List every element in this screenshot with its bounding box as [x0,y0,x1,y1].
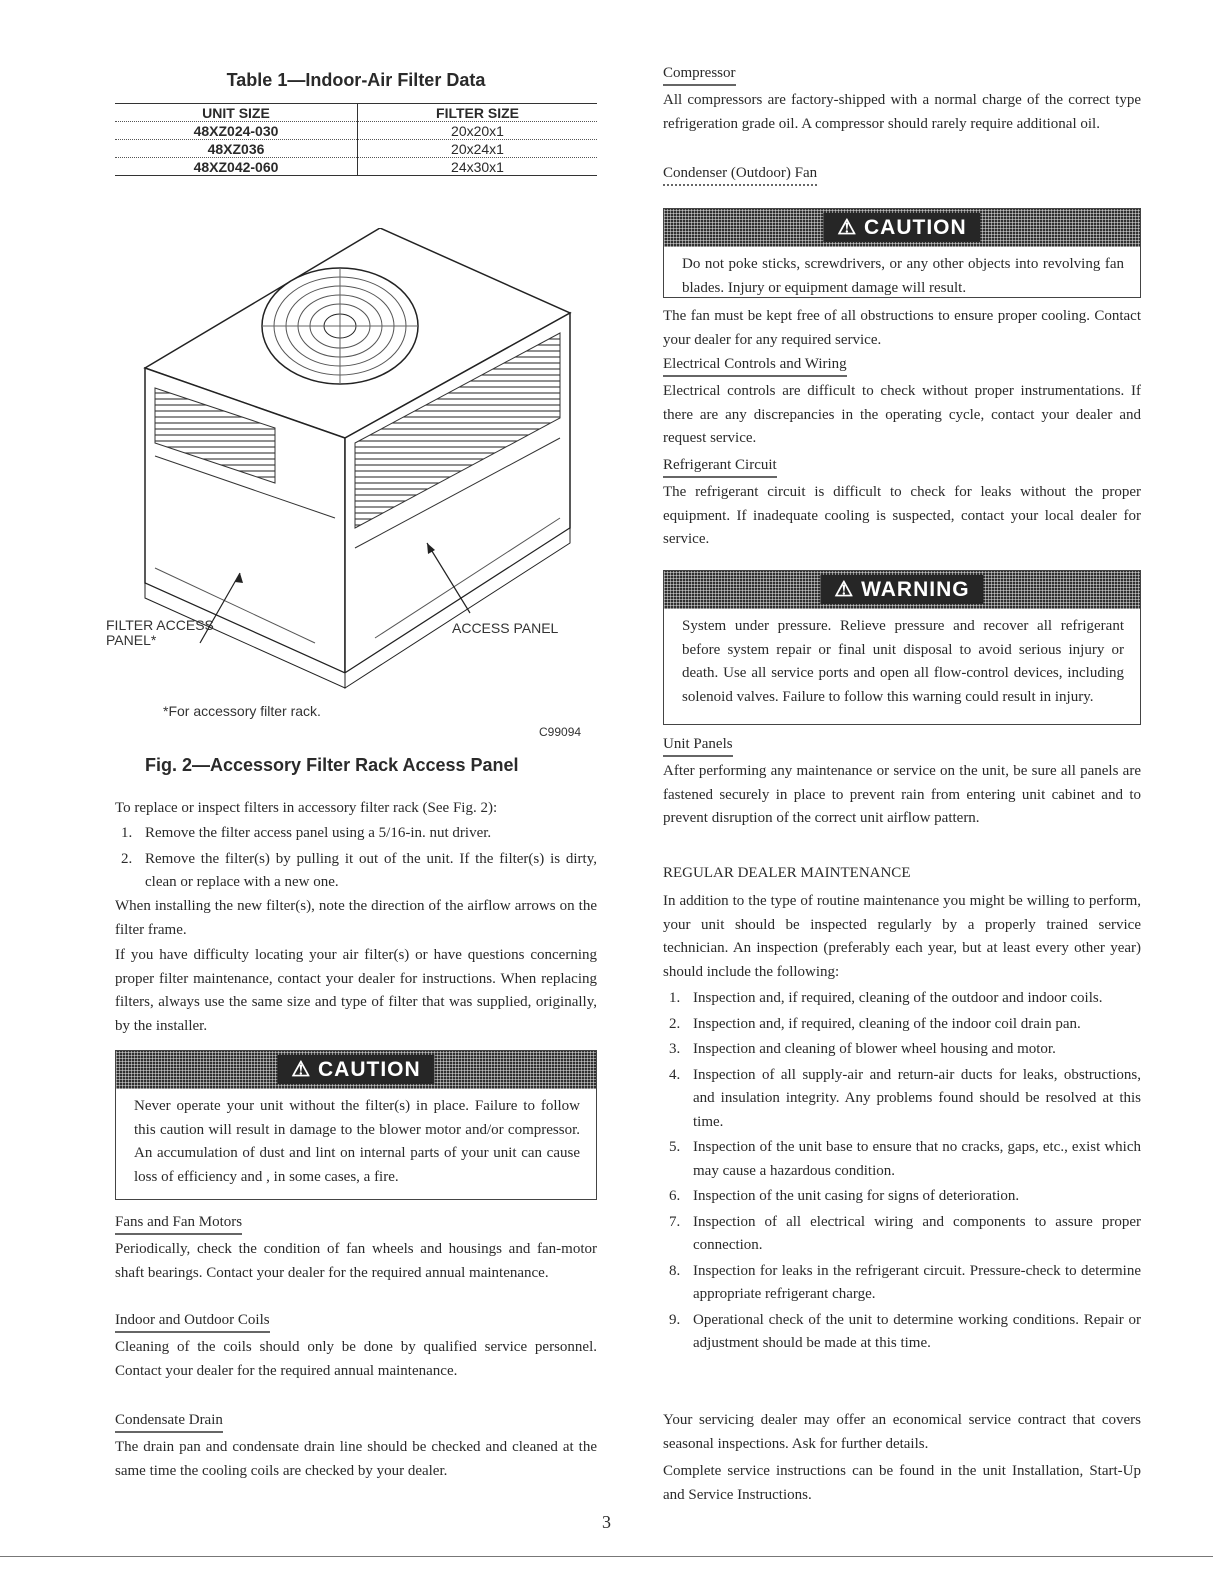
difficulty-paragraph: If you have difficulty locating your air filter(s) or have questions concerning proper filter maintenance, contact your dealer for instructions. When replacing filters, always use the same size and type of filter that was supplied, originally, by the installer. [115,947,597,1034]
step-text: Inspection and, if required, cleaning of the indoor coil drain pan. [693,1015,1081,1032]
rooftop-unit-drawing [115,228,597,728]
heading-fans: Fans and Fan Motors [115,1212,242,1235]
column-header-unit-size: UNIT SIZE [115,104,358,122]
step-number: 1. [121,825,133,841]
step-number: 5. [669,1139,681,1155]
list-item [663,1309,1141,1356]
page-number: 3 [602,1512,611,1532]
step-text: Inspection and, if required, cleaning of the outdoor and indoor coils. [693,990,1103,1006]
step-number: 9. [669,1311,681,1328]
filter-access-panel-label [106,618,246,648]
step-text: Inspection of the unit base to ensure that no cracks, gaps, etc., exist which may cause a hazardous condition. [693,1139,1141,1179]
heading-electrical: Electrical Controls and Wiring [663,354,847,377]
warning-box [663,570,1141,725]
footer-divider [0,1556,1213,1557]
step-number: 2. [121,850,133,867]
step-text: Inspection of all supply-air and return-air ducts for leaks, obstructions, and insulation integrity. Any problems found should be resolved at this time. [693,1066,1141,1130]
step-text: Remove the filter access panel using a 5/16-in. nut driver. [145,825,492,841]
list-item [663,1260,1141,1307]
filter-data-table [115,103,597,176]
warning-title: ⚠ WARNING [820,575,983,604]
table-cell: 48XZ042-060 [115,158,358,176]
step-number: 3. [669,1041,681,1057]
table-row [115,158,597,176]
step-text: Inspection of all electrical wiring and components to assure proper connection. [693,1213,1141,1253]
list-item [115,848,597,895]
figure-caption: Fig. 2—Accessory Filter Rack Access Panel [145,755,519,775]
heading-regular-maintenance: REGULAR DEALER MAINTENANCE [663,865,911,881]
contract-paragraph: Your servicing dealer may offer an economical service contract that covers seasonal inspections. Ask for further details. [663,1412,1141,1452]
step-number: 4. [669,1066,681,1083]
warning-banner [664,571,1140,609]
drain-paragraph: The drain pan and condensate drain line should be checked and cleaned at the same time the cooling coils are checked by your dealer. [115,1439,597,1479]
table-cell: 20x24x1 [358,140,598,158]
heading-drain: Condensate Drain [115,1410,223,1433]
table-header-row [115,104,597,122]
filter-access-label-line2: PANEL* [106,632,157,648]
figure-footnote: *For accessory filter rack. [163,703,321,719]
left-column [106,0,597,1575]
heading-unit-panels: Unit Panels [663,734,733,757]
step-text: Remove the filter(s) by pulling it out of the unit. If the filter(s) is dirty, clean or replace with a new one. [145,850,597,890]
right-column [663,0,1141,1575]
caution-banner [116,1051,596,1089]
regular-paragraph: In addition to the type of routine maintenance you might be willing to perform, your unit should be inspected regularly by a properly trained service technician. An inspection (preferably each year, but at least every other year) should include the following: [663,893,1141,980]
table-cell: 48XZ024-030 [115,122,358,140]
caution-box-filter [115,1050,597,1200]
table-row [115,122,597,140]
panels-paragraph: After performing any maintenance or service on the unit, be sure all panels are fastened securely in place to prevent rain from entering unit cabinet and to prevent disruption of the correct unit airflow pattern. [663,763,1141,826]
table-cell: 24x30x1 [358,158,598,176]
fan-paragraph: The fan must be kept free of all obstructions to ensure proper cooling. Contact your dealer for any required service. [663,308,1141,348]
heading-refrigerant: Refrigerant Circuit [663,455,777,478]
warning-text: System under pressure. Relieve pressure and recover all refrigerant before system repair or final unit disposal to avoid serious injury or death. Use all service ports and open all flow-control devices, including solenoid valves. Failure to follow this warning could result in injury. [682,618,1124,705]
table-row [115,140,597,158]
caution-title: ⚠ CAUTION [823,213,980,242]
column-header-filter-size: FILTER SIZE [358,104,598,122]
step-number: 8. [669,1262,681,1279]
figure-code: C99094 [539,725,582,739]
table-cell: 20x20x1 [358,122,598,140]
heading-condenser-fan: Condenser (Outdoor) Fan [663,163,817,186]
list-item [663,1136,1141,1183]
list-item [663,1013,1141,1037]
table-title: Table 1—Indoor-Air Filter Data [226,70,486,90]
caution-box-fan [663,208,1141,298]
table-cell: 48XZ036 [115,140,358,158]
complete-paragraph: Complete service instructions can be found in the unit Installation, Start-Up and Service Instructions. [663,1463,1141,1503]
filter-steps-list [115,822,597,897]
refrigerant-paragraph: The refrigerant circuit is difficult to check for leaks without the proper equipment. If inadequate cooling is suspected, contact your local dealer for service. [663,484,1141,547]
caution-title: ⚠ CAUTION [277,1055,434,1084]
step-number: 1. [669,990,681,1006]
step-text: Operational check of the unit to determine working conditions. Repair or adjustment should be made at this time. [693,1311,1141,1351]
step-text: Inspection for leaks in the refrigerant circuit. Pressure-check to determine appropriate refrigerant charge. [693,1262,1141,1302]
heading-compressor: Compressor [663,63,736,86]
caution-banner [664,209,1140,247]
fans-paragraph: Periodically, check the condition of fan wheels and housings and fan-motor shaft bearings. Contact your dealer for the required annual maintenance. [115,1241,597,1281]
airflow-paragraph: When installing the new filter(s), note the direction of the airflow arrows on the filter frame. [115,898,597,938]
filter-intro: To replace or inspect filters in accessory filter rack (See Fig. 2): [115,800,498,816]
compressor-paragraph: All compressors are factory-shipped with a normal charge of the correct type refrigeration grade oil. A compressor should rarely require additional oil. [663,92,1141,132]
step-number: 6. [669,1188,681,1204]
step-number: 7. [669,1213,681,1230]
list-item [115,822,597,846]
maintenance-steps-list [663,987,1141,1358]
list-item [663,1038,1141,1062]
list-item [663,987,1141,1011]
access-panel-label: ACCESS PANEL [452,620,559,636]
caution-text: Never operate your unit without the filter(s) in place. Failure to follow this caution will result in damage to the blower motor and/or compressor. An accumulation of dust and lint on internal parts of your unit can cause loss of efficiency and , in some cases, a fire. [134,1098,580,1185]
list-item [663,1064,1141,1135]
unit-illustration [106,228,597,739]
list-item [663,1211,1141,1258]
step-text: Inspection of the unit casing for signs of deterioration. [693,1188,1020,1204]
coils-paragraph: Cleaning of the coils should only be done by qualified service personnel. Contact your dealer for the required annual maintenance. [115,1339,597,1379]
list-item [663,1185,1141,1209]
filter-access-label-line1: FILTER ACCESS [106,617,214,633]
step-text: Inspection and cleaning of blower wheel housing and motor. [693,1041,1056,1057]
electrical-paragraph: Electrical controls are difficult to check without proper instrumentations. If there are any discrepancies in the operating cycle, contact your dealer and request service. [663,383,1141,446]
step-number: 2. [669,1015,681,1032]
heading-coils: Indoor and Outdoor Coils [115,1310,270,1333]
caution-text: Do not poke sticks, screwdrivers, or any other objects into revolving fan blades. Injury or equipment damage will result. [682,256,1124,296]
